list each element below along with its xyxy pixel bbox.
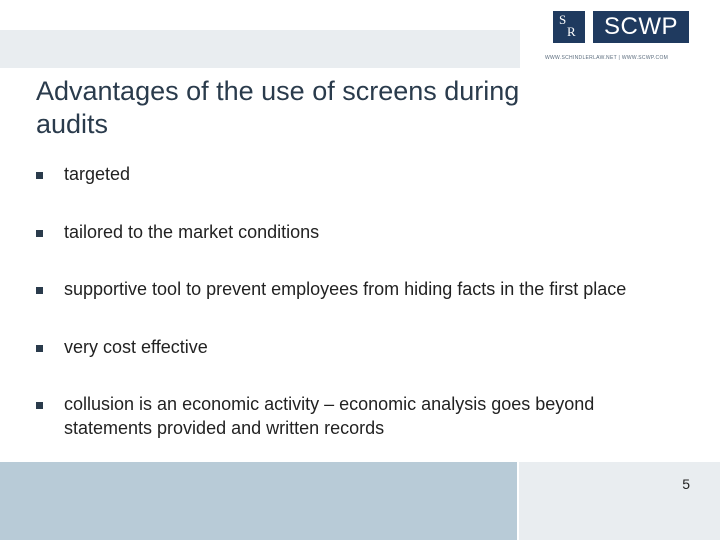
- square-bullet-icon: [36, 172, 43, 179]
- bullet-text: very cost effective: [64, 337, 208, 357]
- sr-monogram-logo: [553, 11, 585, 43]
- footer-page-panel: [519, 462, 720, 540]
- monogram-letter-bottom: R: [567, 24, 576, 39]
- square-bullet-icon: [36, 230, 43, 237]
- square-bullet-icon: [36, 345, 43, 352]
- bullet-text: tailored to the market conditions: [64, 222, 320, 242]
- scwp-wordmark-logo: SCWP: [593, 11, 689, 43]
- slide-title: Advantages of the use of screens during audits: [36, 76, 520, 139]
- logo-url-line: WWW.SCHINDLERLAW.NET | WWW.SCWP.COM: [545, 55, 669, 61]
- monogram-letter-top: S: [559, 12, 567, 27]
- square-bullet-icon: [36, 287, 43, 294]
- page-number: 5: [682, 476, 690, 492]
- bullet-text: supportive tool to prevent employees from hiding facts in the first place: [64, 279, 627, 299]
- bullet-text: targeted: [64, 164, 131, 184]
- footer-band: [0, 462, 517, 540]
- bullet-text: collusion is an economic activity – economic analysis goes beyond statements provided and written records: [64, 394, 595, 438]
- square-bullet-icon: [36, 402, 43, 409]
